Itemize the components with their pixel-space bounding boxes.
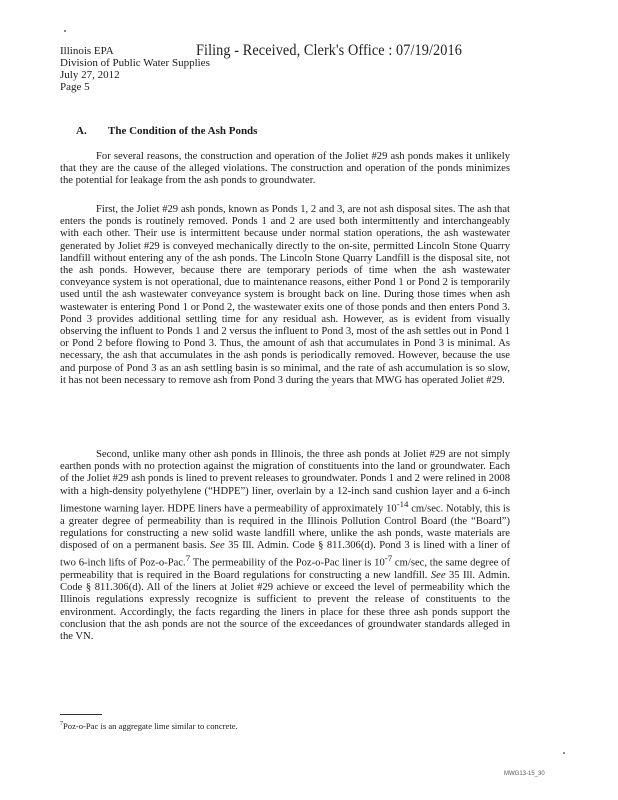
paragraph-3-text: Second, unlike many other ash ponds in Illinois, the three ash ponds at Joliet #29 are not simply earthen ponds with no protection against the migration of constituents into the land or groundwater. Each of the Joliet #29 ash ponds is lined to prevent releases to groundwater. Ponds 1 and 2 were relined in 2008 with a high-density polyethylene (“HDPE”) liner, overlain by a 12-inch sand cushion layer and a 6-inch limestone warning layer. HDPE liners have a permeability of approximately $10^{-14}$ cm/sec. Notably, this is a greater degree of permeability than is required in the Illinois Pollution Control Board (the “Board”) regulations for constructing a new solid waste landfill where, unlike the ash ponds, waste materials are disposed of on a permanent basis. See 35 Ill. Admin. Code § 811.306(d). Pond 3 is lined with a liner of two 6-inch lifts of Poz-o-Pac.$^7$ The permeability of the Poz-o-Pac liner is $10^{-7}$ cm/sec, the same degree of permeability that is required in the Board regulations for constructing a new landfill. See 35 Ill. Admin. Code § 811.306(d). All of the liners at Joliet #29 achieve or exceed the level of permeability which the Illinois regulations expressly recognize is sufficient to prevent the release of constituents to the environment. Accordingly, the facts regarding the liners in place for these three ash ponds support the conclusion that the ash ponds are not the source of the exceedances of groundwater standards alleged in the VN. xyxy=(60,449,511,642)
header-page-number: Page 5 xyxy=(60,81,90,93)
footnote-divider xyxy=(60,714,102,715)
section-title: The Condition of the Ash Ponds xyxy=(108,125,258,137)
filing-stamp: Filing - Received, Clerk's Office : 07/19/2016 xyxy=(196,42,462,59)
footnote-marker: 7 xyxy=(60,721,63,728)
exponent-pozopac: -7 xyxy=(384,553,393,564)
paragraph-1 xyxy=(60,151,510,188)
paragraph-3 xyxy=(60,449,510,643)
footnote xyxy=(60,721,238,731)
header-recipient: Illinois EPA xyxy=(60,45,114,57)
paragraph-2 xyxy=(60,204,510,387)
citation-see-1: See xyxy=(210,539,225,551)
paragraph-1-text: For several reasons, the construction and operation of the Joliet #29 ash ponds makes it unlikely that they are the cause of the alleged violations. The construction and operation of the ponds minimizes the potential for leakage from the ash ponds to groundwater. xyxy=(60,151,510,187)
letter-header xyxy=(60,45,210,93)
exponent-hdpe: -14 xyxy=(396,498,409,509)
scan-speck xyxy=(64,30,66,32)
paragraph-2-text: First, the Joliet #29 ash ponds, known as Ponds 1, 2 and 3, are not ash disposal sites. The ash that enters the ponds is routinely removed. Ponds 1 and 2 are used both intermittently and interchangeably with each other. Their use is intermittent because under normal station operations, the ash wastewater generated by Joliet #29 is conveyed mechanically directly to the on-site, permitted Lincoln Stone Quarry landfill without entering any of the ash ponds. The Lincoln Stone Quarry Landfill is the disposal site, not the ash ponds. However, because there are temporary periods of time when the ash wastewater conveyance system is not operational, due to maintenance reasons, either Pond 1 or Pond 2 is temporarily used until the ash wastewater conveyance system is brought back on line. During those times when ash wastewater is entering Pond 1 or Pond 2, the wastewater exits one of those ponds and then enters Pond 3. Pond 3 provides additional settling time for any residual ash. However, as is evident from visually observing the influent to Ponds 1 and 2 versus the influent to Pond 3, most of the ash settles out in Pond 1 or Pond 2 before flowing to Pond 3. Thus, the amount of ash that accumulates in Pond 3 is minimal. As necessary, the ash that accumulates in the ash ponds is periodically removed. However, because the use and purpose of Pond 3 as an ash settling basin is so minimal, and the rate of ash accumulation is so slow, it has not been necessary to remove ash from Pond 3 during the years that MWG has operated Joliet #29. xyxy=(60,204,510,386)
footnote-text: Poz-o-Pac is an aggregate lime similar to concrete. xyxy=(63,721,238,731)
footnote-reference: 7 xyxy=(185,553,191,564)
header-division: Division of Public Water Supplies xyxy=(60,57,210,69)
section-number: A. xyxy=(76,125,87,137)
citation-see-2: See xyxy=(430,569,446,581)
section-heading xyxy=(76,125,257,137)
bates-number: MWG13-15_30 xyxy=(504,771,545,777)
scan-speck xyxy=(563,752,565,754)
header-date: July 27, 2012 xyxy=(60,69,120,81)
